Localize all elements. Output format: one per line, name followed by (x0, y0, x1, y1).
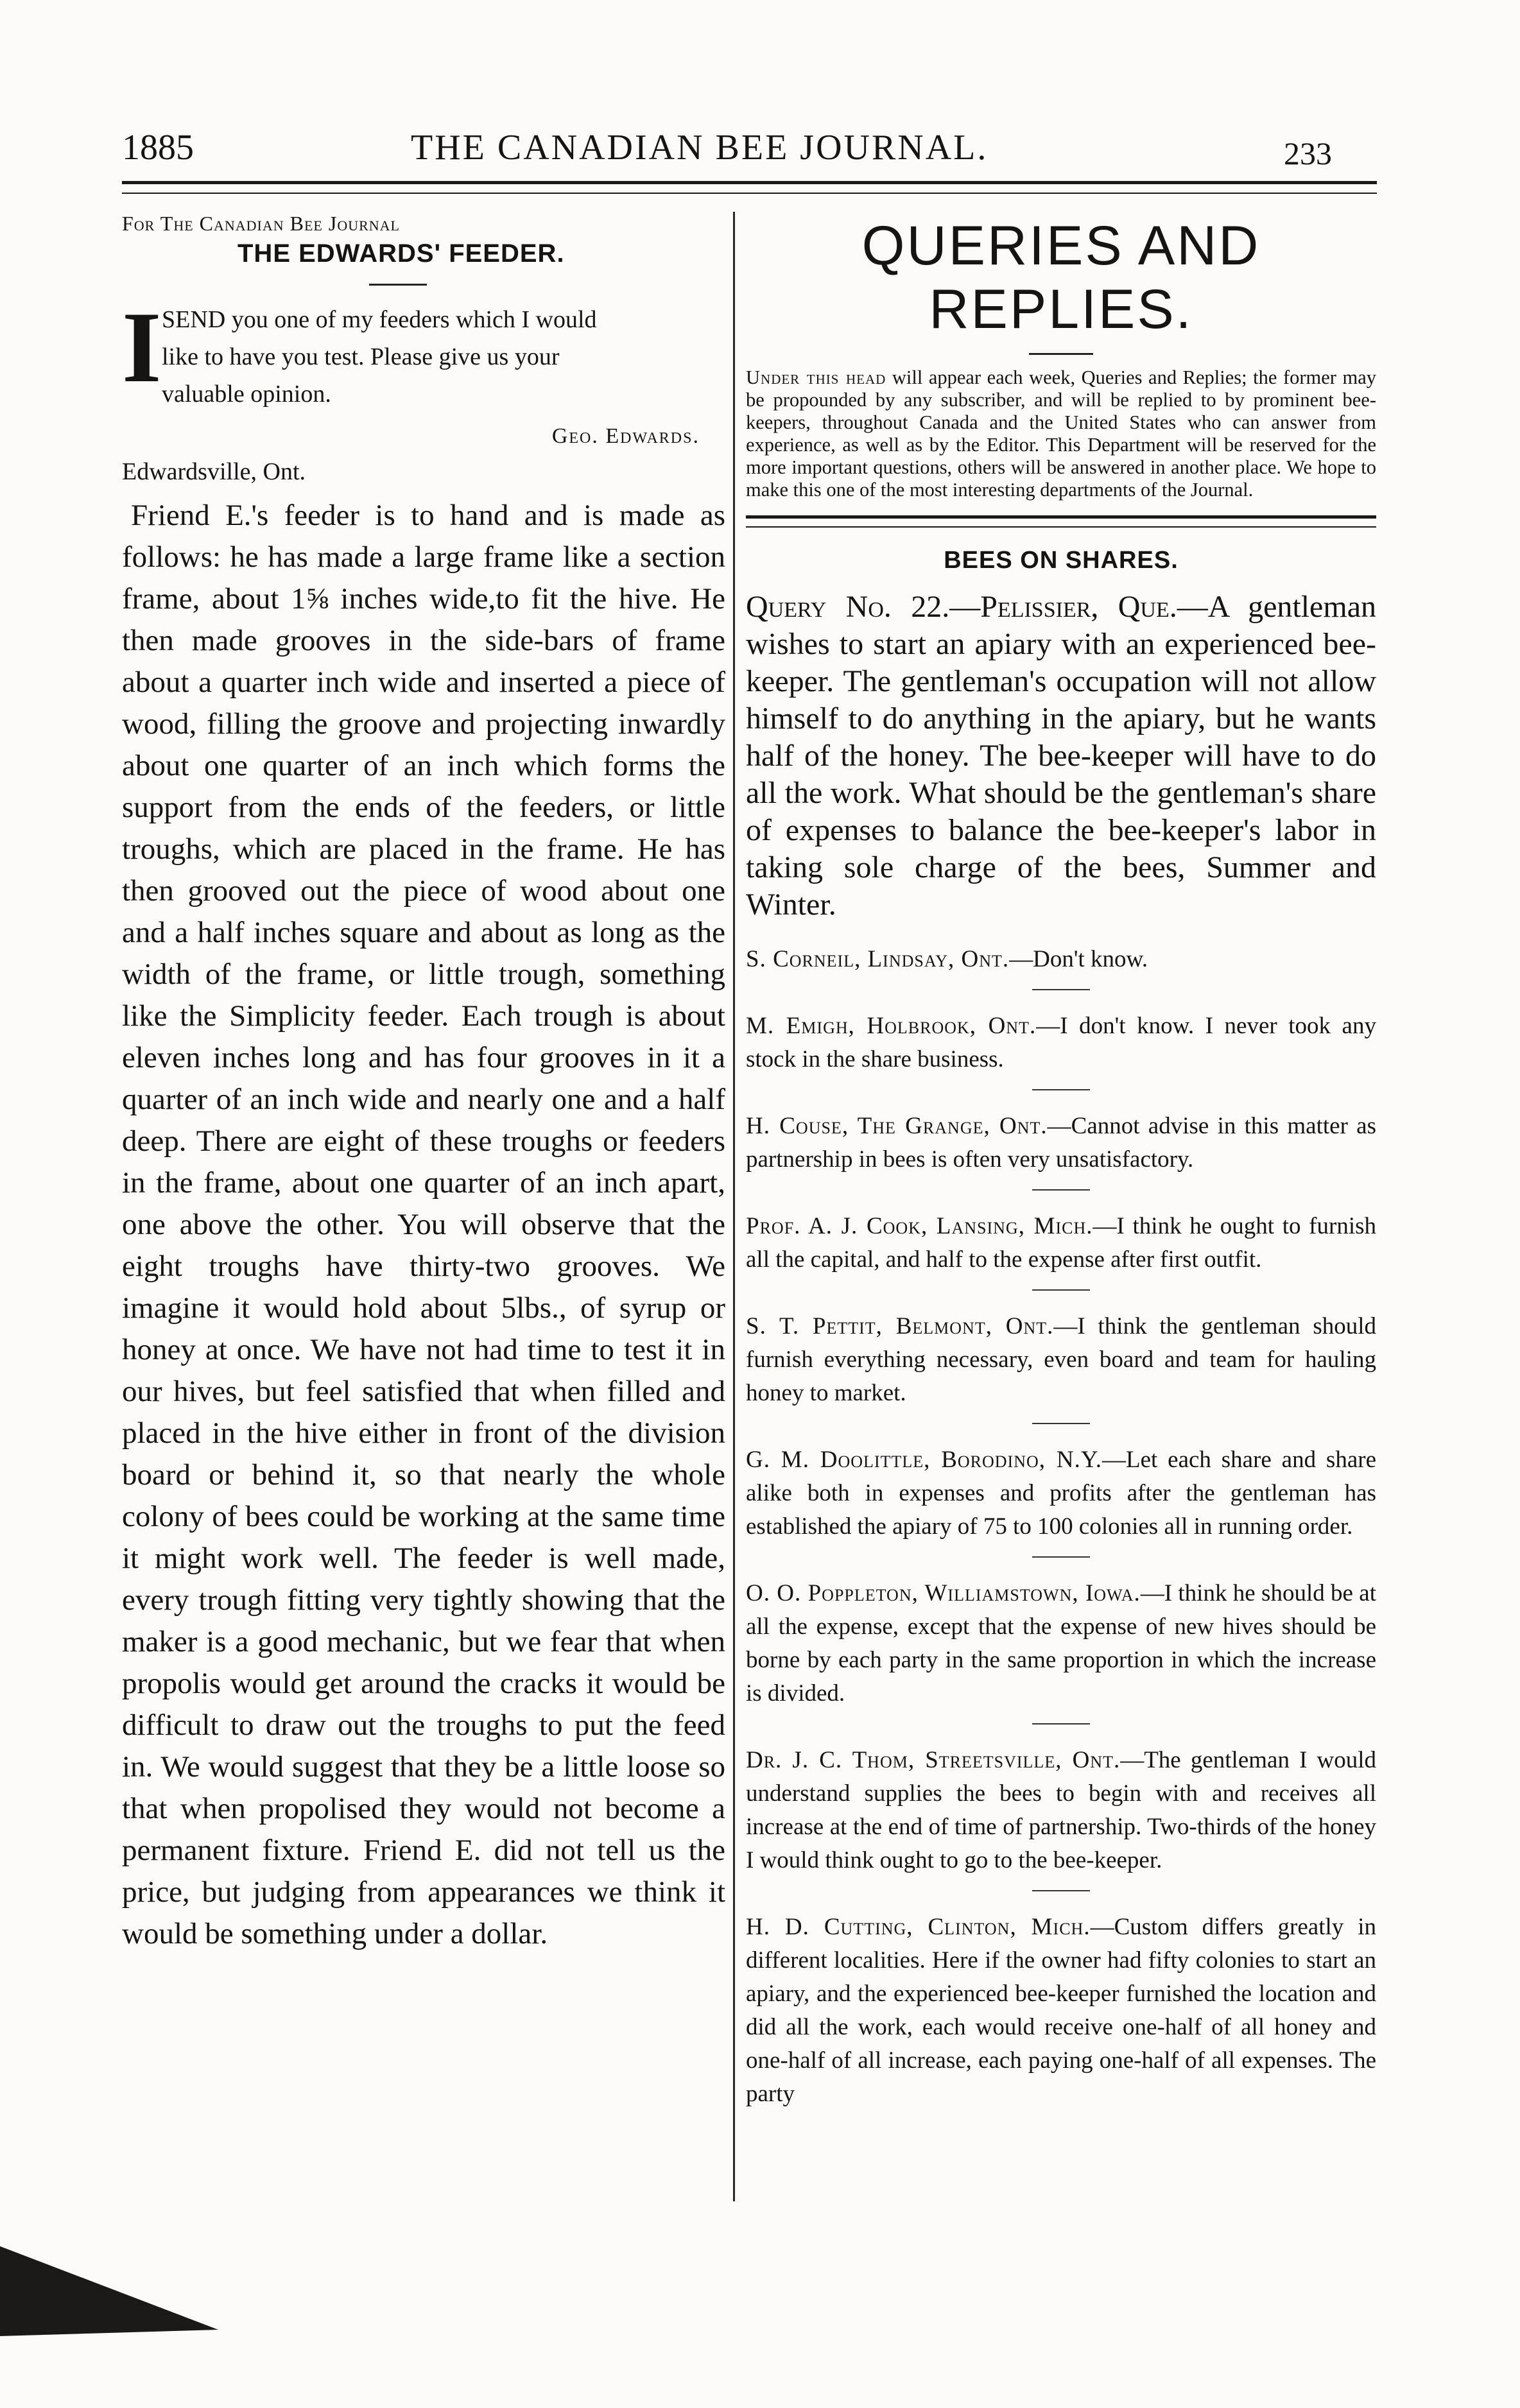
answer-author: Prof. A. J. Cook, Lansing, Mich. (746, 1213, 1093, 1239)
answer-text: —Custom differs greatly in different localities. Here if the owner had fifty colonies to start an apiary, and the experienced bee-keeper furnished the location and did all the work, each would receive one-half of all honey and one-half of all increase, each paying one-half of all expenses. The party (746, 1914, 1376, 2107)
answer-author: S. T. Pettit, Belmont, Ont. (746, 1313, 1054, 1339)
left-column (122, 212, 725, 1955)
answer (746, 1744, 1376, 1877)
answer (746, 1911, 1376, 2111)
answer (746, 1310, 1376, 1410)
answer-text: —I think he should be at all the expense, except that the expense of new hives should be borne by each party in the same proportion in which the increase is divided. (746, 1580, 1377, 1707)
answer-separator (1032, 1089, 1090, 1090)
answer-author: S. Corneil, Lindsay, Ont. (746, 946, 1010, 972)
editor-reply-text: Friend E.'s feeder is to hand and is made as follows: he has made a large frame like a section frame, about 1⅝ inches wide,to fit the hive. He then made grooves in the side-bars of frame about a quarter inch wide and inserted a piece of wood, filling the groove and projecting inwardly about one quarter of an inch which forms the support from the ends of the feeders, or little troughs, which are placed in the frame. He has then grooved out the piece of wood about one and a half inches square and about as long as the width of the frame, or little trough, something like the Simplicity feeder. Each trough is about eleven inches long and has four grooves in it a quarter of an inch wide and nearly one and a half deep. There are eight of these troughs or feeders in the frame, about one quarter of an inch apart, one above the other. You will observe that the eight troughs have thirty-two grooves. We imagine it would hold about 5lbs., of syrup or honey at once. We have not had time to test it in our hives, but feel satisfied that when filled and placed in the hive either in front of the division board or behind it, so that nearly the whole colony of bees could be working at the same time it might work well. The feeder is well made, every trough fitting very tightly showing that the maker is a good mechanic, but we fear that when propolis would get around the cracks it would be difficult to draw out the troughs to put the feed in. We would suggest that they be a little loose so that when propolised they would not become a permanent fixture. Friend E. did not tell us the price, but judging from appearances we think it would be something under a dollar. (122, 499, 725, 1950)
answer-author: M. Emigh, Holbrook, Ont. (746, 1013, 1037, 1039)
column-divider (733, 212, 735, 2201)
right-column (746, 212, 1376, 2111)
answer-separator (1032, 1423, 1090, 1424)
page-number: 233 (1284, 135, 1332, 171)
header-year: 1885 (122, 128, 194, 168)
answer-author: Dr. J. C. Thom, Streetsville, Ont. (746, 1747, 1121, 1773)
letter-line-2: like to have you test. Please give us your (162, 343, 560, 370)
answer (746, 1010, 1376, 1076)
answer-text: —Cannot advise in this matter as partnership in bees is often very unsatisfactory. (746, 1113, 1376, 1173)
query-title: BEES ON SHARES. (944, 547, 1179, 574)
header-rule-thin (122, 193, 1377, 194)
answer-author: H. Couse, The Grange, Ont. (746, 1113, 1048, 1139)
letter-place: Edwardsville, Ont. (122, 458, 306, 485)
double-rule (746, 515, 1376, 528)
answer-text: —I think the gentleman should furnish everything necessary, even board and team for hauling honey to market. (746, 1313, 1376, 1406)
answer-text: —The gentleman I would understand supplies the bees to begin with and receives all increase at the end of time of partnership. Two-thirds of the honey I would think ought to go to the bee-keeper. (746, 1747, 1377, 1873)
section-intro (746, 366, 1376, 501)
intro-lead: Under this head (746, 366, 886, 388)
query-label: Query No. 22.—Pelissier, Que. (746, 590, 1177, 624)
drop-cap: I (122, 291, 162, 404)
answer-author: O. O. Poppleton, Williamstown, Iowa. (746, 1580, 1141, 1606)
journal-title: THE CANADIAN BEE JOURNAL. (411, 128, 989, 168)
for-line: For The Canadian Bee Journal (122, 212, 400, 235)
answer-text: —I think he ought to furnish all the capital, and half to the expense after first outfit. (746, 1213, 1376, 1273)
answer-separator (1032, 1723, 1090, 1724)
answer-author: G. M. Doolittle, Borodino, N.Y. (746, 1447, 1103, 1473)
answer-separator (1032, 1890, 1090, 1891)
title-rule (369, 284, 427, 286)
answer-author: H. D. Cutting, Clinton, Mich. (746, 1914, 1091, 1940)
answer (746, 1210, 1376, 1277)
query-text (746, 589, 1376, 924)
page-corner-mark (0, 2208, 270, 2336)
answers-list (746, 943, 1376, 2111)
answer (746, 943, 1376, 976)
query-body: —A gentleman wishes to start an apiary with an experienced bee-keeper. The gentleman's occupation will not allow himself to do anything in the apiary, but he wants half of the honey. The bee-keeper will have to do all the work. What should be the gentleman's share of expenses to balance the bee-keeper's labor in taking sole charge of the bees, Summer and Winter. (746, 590, 1376, 922)
answer (746, 1110, 1376, 1176)
answer (746, 1577, 1376, 1710)
section-rule (1029, 353, 1093, 355)
answer-text: —Let each share and share alike both in expenses and profits after the gentleman has established the apiary of 75 to 100 colonies all in running order. (746, 1447, 1376, 1540)
answer-separator (1032, 989, 1090, 990)
letter-signature: Geo. Edwards. (551, 424, 700, 448)
letter (122, 291, 725, 413)
answer-separator (1032, 1556, 1090, 1558)
answer-separator (1032, 1189, 1090, 1191)
letter-line-1: SEND you one of my feeders which I would (162, 306, 597, 333)
answer-text: —I don't know. I never took any stock in the share business. (746, 1013, 1376, 1072)
article-title: THE EDWARDS' FEEDER. (238, 239, 565, 268)
answer-text: —Don't know. (1009, 946, 1148, 972)
answer-separator (1032, 1289, 1090, 1291)
letter-line-3: valuable opinion. (162, 381, 331, 408)
answer (746, 1443, 1376, 1544)
header-rule-thick (122, 181, 1377, 184)
intro-text: will appear each week, Queries and Replies; the former may be propounded by any subscriber, and will be replied to by prominent bee-keepers, throughout Canada and the United States who can answer from experience, as well as by the Editor. This Department will be reserved for the more important questions, others will be answered in another place. We hope to make this one of the most interesting departments of the Journal. (746, 366, 1376, 501)
section-heading: QUERIES AND REPLIES. (861, 215, 1261, 340)
